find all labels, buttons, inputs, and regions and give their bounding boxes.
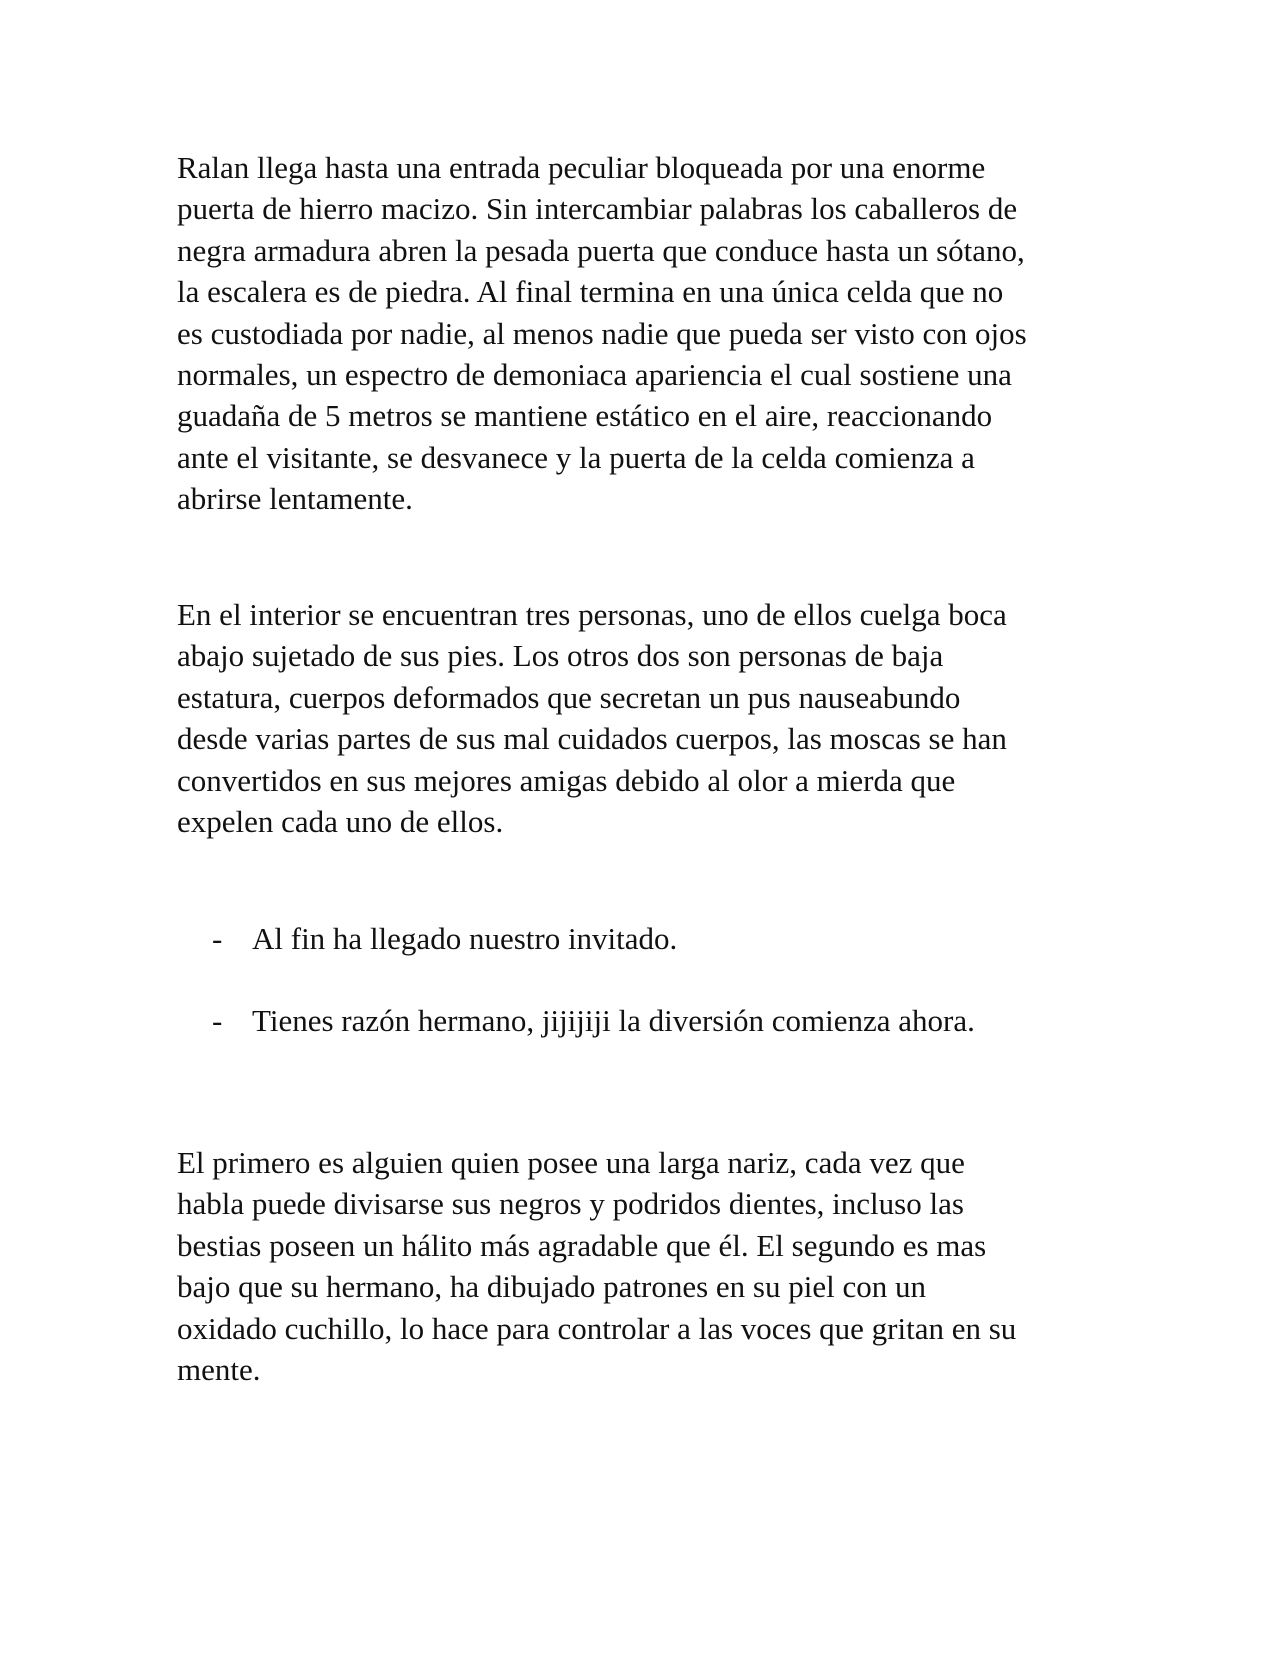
paragraph-intro: Ralan llega hasta una entrada peculiar bloqueada por una enorme puerta de hierro macizo. Sin intercambiar palabras los caballeros de negra armadura abren la pesada puerta que conduce hasta un sótano, la escalera es de piedra. Al final termina en una única celda que no es custodiada por nadie, al menos nadie que pueda ser visto con ojos normales, un espectro de demoniaca apariencia el cual sostiene una guadaña de 5 metros se mantiene estático en el aire, reaccionando ante el visitante, se desvanece y la puerta de la celda comienza a abrirse lentamente.	[177, 150, 1027, 517]
dialogue-dash: -	[212, 921, 223, 956]
dialogue-line-1	[212, 918, 1112, 959]
dialogue-text: Al fin ha llegado nuestro invitado.	[252, 921, 678, 956]
dialogue-dash: -	[212, 1003, 223, 1038]
paragraph-description: El primero es alguien quien posee una larga nariz, cada vez que habla puede divisarse sus negros y podridos dientes, incluso las bestias poseen un hálito más agradable que él. El segundo es mas bajo que su hermano, ha dibujado patrones en su piel con un oxidado cuchillo, lo hace para controlar a las voces que gritan en su mente.	[177, 1145, 1017, 1388]
paragraph-interior: En el interior se encuentran tres personas, uno de ellos cuelga boca abajo sujetado de sus pies. Los otros dos son personas de baja estatura, cuerpos deformados que secretan un pus nauseabundo desde varias partes de sus mal cuidados cuerpos, las moscas se han convertidos en sus mejores amigas debido al olor a mierda que expelen cada uno de ellos.	[177, 597, 1007, 840]
dialogue-line-2	[212, 1000, 1112, 1041]
dialogue-text: Tienes razón hermano, jijijiji la diversión comienza ahora.	[252, 1003, 975, 1038]
